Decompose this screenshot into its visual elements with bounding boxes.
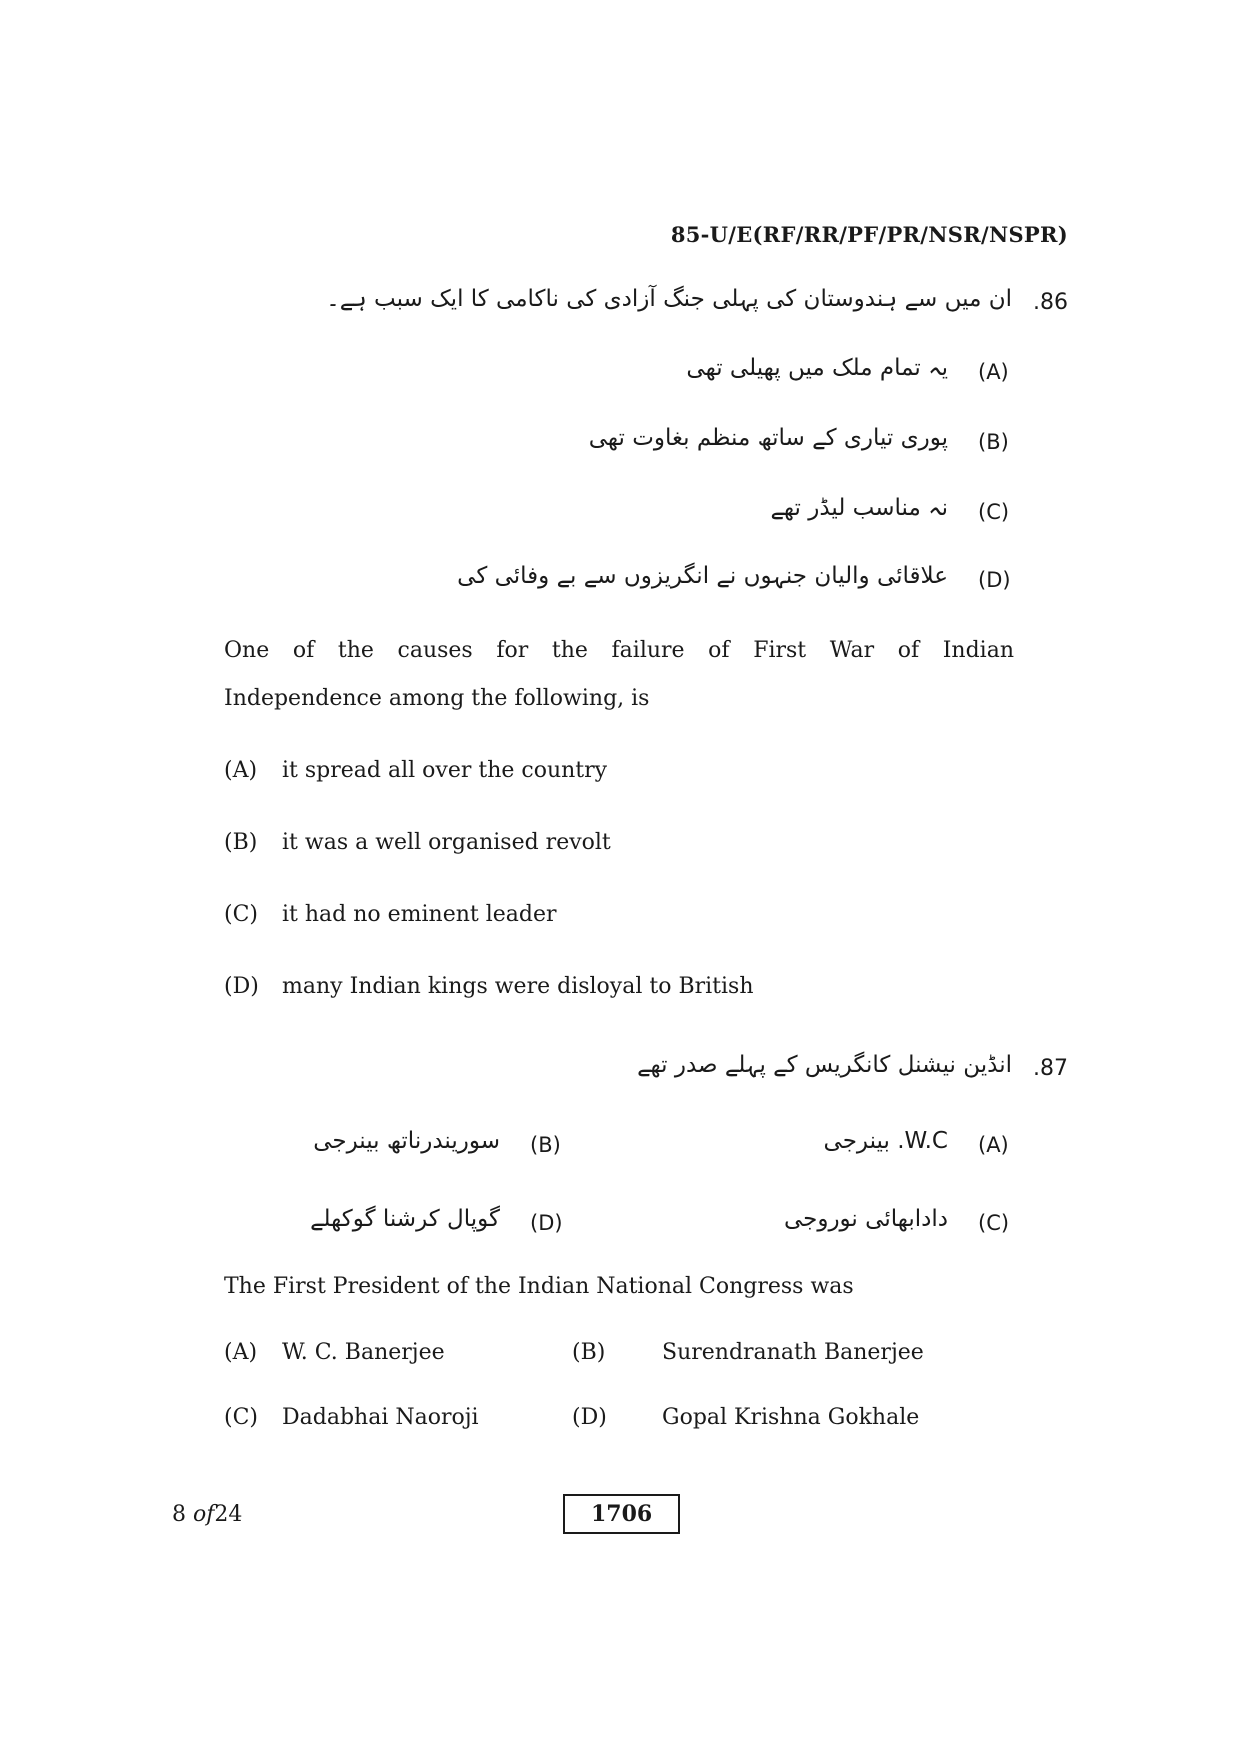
q86-urdu-option-b-text: پوری تیاری کے ساتھ منظم بغاوت تھی [588,425,948,451]
q87-en-option-a-label: (A) [224,1340,258,1365]
page-current: 8 [172,1502,186,1527]
question-87-urdu-stem: انڈین نیشنل کانگریس کے پہلے صدر تھے [637,1052,1012,1078]
q87-en-option-c-text: Dadabhai Naoroji [282,1405,479,1430]
q86-urdu-option-a-text: یہ تمام ملک میں پھیلی تھی [686,355,948,381]
q86-en-option-d-text: many Indian kings were disloyal to British [282,974,754,999]
q87-en-option-d-text: Gopal Krishna Gokhale [662,1405,920,1430]
q87-en-option-b-text: Surendranath Banerjee [662,1340,924,1365]
question-86-urdu-stem: ان میں سے ہندوستان کی پہلی جنگ آزادی کی ناکامی کا ایک سبب ہے۔ [326,286,1012,312]
q86-en-option-b-text: it was a well organised revolt [282,830,611,855]
q86-urdu-option-d-label: (D) [978,568,1011,592]
question-87-english-stem: The First President of the Indian National Congress was [224,1274,854,1299]
q86-en-option-b-label: (B) [224,830,258,855]
q87-urdu-option-b-text: سوریندرناتھ بینرجی [313,1128,500,1154]
q87-en-option-a-text: W. C. Banerjee [282,1340,445,1365]
q87-en-option-c-label: (C) [224,1405,258,1430]
q86-urdu-option-a-label: (A) [978,360,1009,384]
q87-urdu-option-d-text: گوپال کرشنا گوکھلے [310,1206,500,1232]
q86-en-option-d-label: (D) [224,974,259,999]
q86-urdu-option-b-label: (B) [978,430,1009,454]
q86-en-option-a-label: (A) [224,758,258,783]
q87-urdu-option-c-text: دادابھائی نوروجی [783,1206,948,1232]
q87-urdu-option-b-label: (B) [530,1133,561,1157]
page-of: of [193,1502,215,1527]
q87-en-option-b-label: (B) [572,1340,606,1365]
q86-en-option-c-label: (C) [224,902,258,927]
q86-urdu-option-c-text: نہ مناسب لیڈر تھے [770,495,948,521]
q87-urdu-option-a-text: W.C. بینرجی [823,1128,948,1154]
page-number [172,1502,242,1527]
q86-urdu-option-d-text: علاقائی والیان جنہوں نے انگریزوں سے بے وفائی کی [457,563,948,589]
q87-urdu-option-c-label: (C) [978,1211,1010,1235]
q86-urdu-option-c-label: (C) [978,500,1010,524]
q87-urdu-option-a-label: (A) [978,1133,1009,1157]
question-86-english-stem-line2: Independence among the following, is [224,686,650,711]
booklet-code-box: 1706 [563,1494,680,1534]
question-87-number: .87 [1033,1056,1068,1081]
paper-code: 85-U/E(RF/RR/PF/PR/NSR/NSPR) [670,222,1068,247]
q87-en-option-d-label: (D) [572,1405,607,1430]
q87-urdu-option-d-label: (D) [530,1211,563,1235]
q86-en-option-c-text: it had no eminent leader [282,902,557,927]
question-86-number: .86 [1033,290,1068,315]
page-total: 24 [214,1502,243,1527]
q86-en-option-a-text: it spread all over the country [282,758,608,783]
question-86-english-stem-line1: One of the causes for the failure of First War of Indian [224,638,1014,663]
